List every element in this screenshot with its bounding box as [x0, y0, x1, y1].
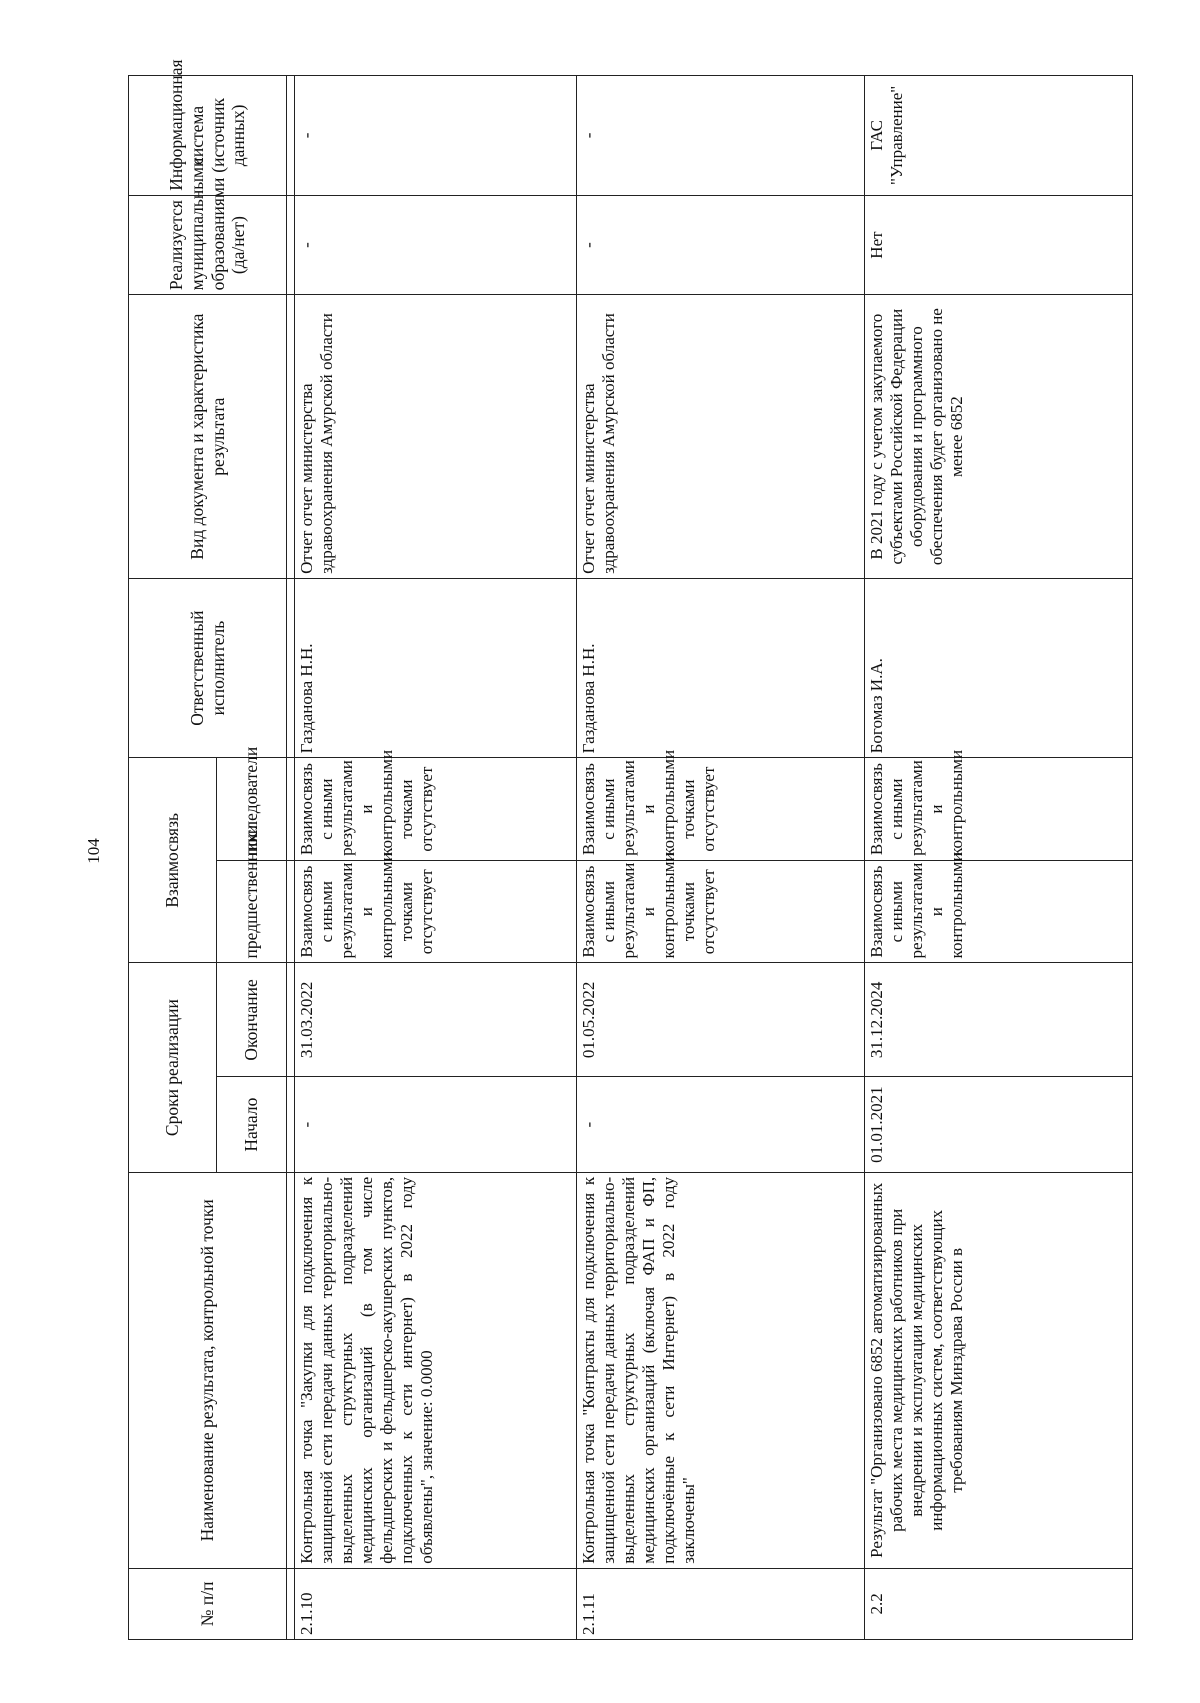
- row-responsible: Газданова Н.Н.: [295, 578, 577, 757]
- header-end: Окончание: [217, 963, 287, 1077]
- header-pred: предшественники: [217, 860, 287, 963]
- row-start: -: [295, 1077, 577, 1172]
- row-num: 2.2: [865, 1568, 1133, 1639]
- row-doc: Отчет отчет министерства здравоохранения Амурской области: [577, 295, 865, 578]
- row-succ: Взаимосвязь с иными результатами и контрольными точками отсутствует: [577, 758, 865, 861]
- row-name: Контрольная точка "Контракты для подключения к защищенной сети передачи данных территориально-выделенных структурных подразделений медицинских организаций (включая ФАП и ФП, подключённые к сети Интернет) в 2022 году заключены": [577, 1172, 865, 1568]
- row-succ: Взаимосвязь с иными результатами и контрольными точками отсутствует: [295, 758, 577, 861]
- header-terms: Сроки реализации: [129, 963, 217, 1172]
- row-end: 31.03.2022: [295, 963, 577, 1077]
- page-number: 104: [84, 838, 103, 864]
- row-end: 31.12.2024: [865, 963, 1133, 1077]
- row-num: 2.1.10: [295, 1568, 577, 1639]
- header-responsible: Ответственный исполнитель: [129, 578, 287, 757]
- row-pred: Взаимосвязь с иными результатами и контрольными точками отсутствует: [577, 860, 865, 963]
- row-pred: Взаимосвязь с иными результатами и контрольными: [865, 860, 1133, 963]
- row-pred: Взаимосвязь с иными результатами и контрольными точками отсутствует: [295, 860, 577, 963]
- results-table: [128, 59, 1133, 1640]
- row-municipal: -: [295, 195, 577, 295]
- table-row: [295, 76, 577, 1640]
- row-num: 2.1.11: [577, 1568, 865, 1639]
- header-name: Наименование результата, контрольной точки: [129, 1172, 287, 1568]
- row-municipal: Нет: [865, 195, 1133, 295]
- header-doc: Вид документа и характеристика результата: [129, 295, 287, 578]
- table-row: [865, 76, 1133, 1640]
- row-infosys: -: [295, 76, 577, 196]
- header-infosys: Информационная система (источник данных): [129, 76, 287, 196]
- row-start: 01.01.2021: [865, 1077, 1133, 1172]
- row-responsible: Газданова Н.Н.: [577, 578, 865, 757]
- row-municipal: -: [577, 195, 865, 295]
- row-infosys: ГАС "Управление": [865, 76, 1133, 196]
- header-relation: Взаимосвязь: [129, 758, 217, 963]
- header-num: № п/п: [129, 1568, 287, 1639]
- row-infosys: -: [577, 76, 865, 196]
- row-responsible: Богомаз И.А.: [865, 578, 1133, 757]
- row-doc: В 2021 году с учетом закупаемого субъектами Российской Федерации оборудования и программного обеспечения будет организовано не менее 6852: [865, 295, 1133, 578]
- row-name: Результат "Организовано 6852 автоматизированных рабочих места медицинских работников при внедрении и эксплуатации медицинских информационных систем, соответствующих требованиям Минздрава России в: [865, 1172, 1133, 1568]
- row-end: 01.05.2022: [577, 963, 865, 1077]
- table-row: [577, 76, 865, 1640]
- rotated-table-container: [128, 59, 1133, 1640]
- row-succ: Взаимосвязь с иными результатами и контрольными: [865, 758, 1133, 861]
- row-start: -: [577, 1077, 865, 1172]
- header-start: Начало: [217, 1077, 287, 1172]
- row-doc: Отчет отчет министерства здравоохранения Амурской области: [295, 295, 577, 578]
- header-succ: последователи: [217, 758, 287, 861]
- row-name: Контрольная точка "Закупки для подключения к защищенной сети передачи данных территориально-выделенных структурных подразделений медицинских организаций (в том числе фельдшерских и фельдшерско-акушерских пунктов, подключенных к сети интернет) в 2022 году объявлены", значение: 0.0000: [295, 1172, 577, 1568]
- header-municipal: Реализуется муниципальными образованиями (да/нет): [129, 195, 287, 295]
